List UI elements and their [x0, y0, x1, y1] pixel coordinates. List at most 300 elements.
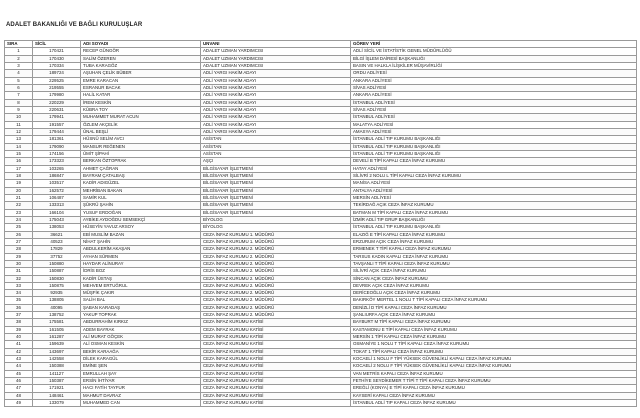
cell-sira: 34: [5, 290, 33, 297]
cell-adi-soyadi: ABDURRAHİM KIRKIZ: [81, 319, 201, 326]
cell-sicil: 181361: [33, 136, 81, 143]
cell-gorev-yeri: DERİCEOĞLU AÇIK CEZA İNFAZ KURUMU: [351, 290, 637, 297]
header-gorev-yeri: GÖREV YERİ: [351, 41, 637, 48]
table-row: [5, 121, 637, 128]
cell-gorev-yeri: MERSİN ADLİYESİ: [351, 194, 637, 201]
table-row: [5, 363, 637, 370]
cell-sicil: 106487: [33, 194, 81, 201]
cell-unvani: CEZA İNFAZ KURUMU KATİBİ: [201, 363, 351, 370]
cell-gorev-yeri: ANKARA ADLİYESİ: [351, 92, 637, 99]
cell-sicil: 40523: [33, 238, 81, 245]
cell-unvani: ADLİ YARGI HAKİM ADAYI: [201, 92, 351, 99]
cell-sicil: 150875: [33, 282, 81, 289]
table-row: [5, 238, 637, 245]
cell-sicil: 175043: [33, 216, 81, 223]
cell-gorev-yeri: MALATYA ADLİYESİ: [351, 121, 637, 128]
cell-gorev-yeri: BİLGİ İŞLEM DAİRESİ BAŞKANLIĞI: [351, 55, 637, 62]
cell-sicil: 150830: [33, 275, 81, 282]
table-row: [5, 290, 637, 297]
personnel-table: [4, 40, 637, 407]
cell-unvani: CEZA İNFAZ KURUMU KATİBİ: [201, 392, 351, 399]
cell-sira: 33: [5, 282, 33, 289]
cell-sira: 26: [5, 231, 33, 238]
cell-sira: 31: [5, 268, 33, 275]
cell-gorev-yeri: BAYBURT M TİPİ KAPALI CEZA İNFAZ KURUMU: [351, 319, 637, 326]
cell-sicil: 133313: [33, 202, 81, 209]
cell-gorev-yeri: ORDU ADLİYESİ: [351, 70, 637, 77]
cell-unvani: CEZA İNFAZ KURUMU 2. MÜDÜRÜ: [201, 282, 351, 289]
cell-gorev-yeri: SİLİVRİ 2 NOLU L TİPİ KAPALI CEZA İNFAZ KURUMU: [351, 172, 637, 179]
cell-adi-soyadi: ÜNAL BEŞLİ: [81, 128, 201, 135]
cell-adi-soyadi: BEKİR KARAAĞA: [81, 348, 201, 355]
cell-unvani: ASİSTAN: [201, 150, 351, 157]
table-header-row: [5, 41, 637, 48]
cell-adi-soyadi: AYBİKE AYDOĞDU SEMSEKÇİ: [81, 216, 201, 223]
cell-gorev-yeri: ERZURUM AÇIK CEZA İNFAZ KURUMU: [351, 238, 637, 245]
cell-sira: 25: [5, 224, 33, 231]
cell-sicil: 161287: [33, 334, 81, 341]
table-row: [5, 341, 637, 348]
cell-gorev-yeri: İSTANBUL ADLİ TIP KAPALI CEZA İNFAZ KURUMU: [351, 400, 637, 407]
cell-sira: 3: [5, 62, 33, 69]
cell-sicil: 171921: [33, 385, 81, 392]
cell-unvani: CEZA İNFAZ KURUMU 2. MÜDÜRÜ: [201, 260, 351, 267]
cell-sira: 28: [5, 246, 33, 253]
cell-gorev-yeri: İSTANBUL ADLİYESİ: [351, 114, 637, 121]
cell-sicil: 220631: [33, 106, 81, 113]
cell-sicil: 40095: [33, 304, 81, 311]
cell-gorev-yeri: AMASYA ADLİYESİ: [351, 128, 637, 135]
cell-sicil: 150880: [33, 260, 81, 267]
table-row: [5, 180, 637, 187]
cell-unvani: ADLİ YARGI HAKİM ADAYI: [201, 128, 351, 135]
cell-unvani: AŞÇI: [201, 158, 351, 165]
cell-sira: 32: [5, 275, 33, 282]
cell-unvani: ADLİ YARGI HAKİM ADAYI: [201, 114, 351, 121]
cell-gorev-yeri: TOKAT 1 TİPİ KAPALI CEZA İNFAZ KURUMU: [351, 348, 637, 355]
cell-unvani: BİLGİSAYAR İŞLETMENİ: [201, 172, 351, 179]
cell-adi-soyadi: MANSUR REĞENEN: [81, 143, 201, 150]
table-row: [5, 326, 637, 333]
cell-adi-soyadi: BAYRAM ÇATALBAŞ: [81, 172, 201, 179]
cell-sicil: 179444: [33, 128, 81, 135]
cell-gorev-yeri: DENİZLİ D TİPİ KAPALI CEZA İNFAZ KURUMU: [351, 304, 637, 311]
cell-adi-soyadi: MUHAMMET MURAT ACUN: [81, 114, 201, 121]
cell-gorev-yeri: FETHİYE SEYDİKEMER T TİPİ T TİPİ KAPALI CEZA İNFAZ KURUMU: [351, 378, 637, 385]
cell-sira: 45: [5, 370, 33, 377]
cell-adi-soyadi: HAYDAR ALİNURAY: [81, 260, 201, 267]
cell-adi-soyadi: NİHAT ŞAHİN: [81, 238, 201, 245]
cell-gorev-yeri: TAVŞANLI T TİPİ KAPALI CEZA İNFAZ KURUMU: [351, 260, 637, 267]
cell-unvani: ASİSTAN: [201, 136, 351, 143]
cell-sira: 46: [5, 378, 33, 385]
cell-sira: 4: [5, 70, 33, 77]
cell-adi-soyadi: YAKUP TOPRAK: [81, 312, 201, 319]
cell-sicil: 36621: [33, 231, 81, 238]
cell-adi-soyadi: HÜSNÜ SELİM AVCI: [81, 136, 201, 143]
cell-sicil: 166104: [33, 209, 81, 216]
table-row: [5, 400, 637, 407]
cell-gorev-yeri: SİVAS ADLİYESİ: [351, 84, 637, 91]
table-row: [5, 370, 637, 377]
table-row: [5, 348, 637, 355]
cell-sira: 18: [5, 172, 33, 179]
cell-adi-soyadi: ŞÜKRÜ ŞAHİN: [81, 202, 201, 209]
cell-sicil: 179941: [33, 114, 81, 121]
table-row: [5, 99, 637, 106]
table-row: [5, 84, 637, 91]
cell-sira: 6: [5, 84, 33, 91]
table-row: [5, 282, 637, 289]
cell-gorev-yeri: ANTALYA ADLİYESİ: [351, 187, 637, 194]
cell-adi-soyadi: EBİ MUSLİM BAZAN: [81, 231, 201, 238]
cell-unvani: ADALET UZMAN YARDIMCISI: [201, 55, 351, 62]
cell-gorev-yeri: ANKARA ADLİYESİ: [351, 77, 637, 84]
table-row: [5, 253, 637, 260]
table-row: [5, 356, 637, 363]
table-row: [5, 62, 637, 69]
cell-gorev-yeri: TEKİRDAĞ AÇIK CEZA İNFAZ KURUMU: [351, 202, 637, 209]
cell-unvani: ADLİ YARGI HAKİM ADAYI: [201, 99, 351, 106]
table-row: [5, 378, 637, 385]
cell-unvani: CEZA İNFAZ KURUMU KATİBİ: [201, 400, 351, 407]
cell-gorev-yeri: ELAZIĞ E TİPİ KAPALI CEZA İNFAZ KURUMU: [351, 231, 637, 238]
cell-adi-soyadi: ABDULKERİM AKAŞAN: [81, 246, 201, 253]
cell-gorev-yeri: İSTANBUL ADLİ TIP KURUMU BAŞKANLIĞI: [351, 136, 637, 143]
cell-sicil: 133079: [33, 400, 81, 407]
cell-gorev-yeri: SİVAS ADLİYESİ: [351, 106, 637, 113]
cell-unvani: BİLGİSAYAR İŞLETMENİ: [201, 180, 351, 187]
cell-sicil: 142558: [33, 356, 81, 363]
cell-unvani: BİLGİSAYAR İŞLETMENİ: [201, 165, 351, 172]
cell-sira: 43: [5, 356, 33, 363]
table-row: [5, 209, 637, 216]
table-body: [5, 48, 637, 407]
cell-sira: 8: [5, 99, 33, 106]
cell-adi-soyadi: EMRULLAH ŞAY: [81, 370, 201, 377]
cell-sira: 19: [5, 180, 33, 187]
cell-sicil: 174156: [33, 150, 81, 157]
table-row: [5, 106, 637, 113]
table-row: [5, 143, 637, 150]
cell-sira: 5: [5, 77, 33, 84]
cell-sicil: 150388: [33, 363, 81, 370]
cell-sicil: 179090: [33, 143, 81, 150]
table-row: [5, 268, 637, 275]
cell-sira: 42: [5, 348, 33, 355]
cell-gorev-yeri: KASTAMONU E TİPİ KAPALI CEZA İNFAZ KURUMU: [351, 326, 637, 333]
cell-sira: 47: [5, 385, 33, 392]
cell-sicil: 191557: [33, 121, 81, 128]
cell-sira: 2: [5, 55, 33, 62]
cell-sicil: 161505: [33, 326, 81, 333]
cell-adi-soyadi: ŞABAN KARADAŞ: [81, 304, 201, 311]
header-sira: SIRA: [5, 41, 33, 48]
cell-adi-soyadi: RECEP GÜNGÖR: [81, 48, 201, 55]
cell-sira: 1: [5, 48, 33, 55]
cell-unvani: CEZA İNFAZ KURUMU KATİBİ: [201, 326, 351, 333]
cell-sira: 30: [5, 260, 33, 267]
cell-sicil: 138053: [33, 224, 81, 231]
cell-sira: 23: [5, 209, 33, 216]
table-row: [5, 77, 637, 84]
table-row: [5, 275, 637, 282]
cell-gorev-yeri: MANİSA ADLİYESİ: [351, 180, 637, 187]
cell-sicil: 138752: [33, 312, 81, 319]
cell-adi-soyadi: ÖZLEM AKÇELİK: [81, 121, 201, 128]
header-unvani: UNVANI: [201, 41, 351, 48]
cell-adi-soyadi: AYHAN SÜRMEN: [81, 253, 201, 260]
cell-sicil: 159639: [33, 341, 81, 348]
cell-sicil: 162572: [33, 187, 81, 194]
cell-unvani: BİYOLOG: [201, 216, 351, 223]
cell-adi-soyadi: MEHRİBAN BAKAN: [81, 187, 201, 194]
cell-sicil: 170421: [33, 48, 81, 55]
cell-adi-soyadi: DİLEK KARAGÜL: [81, 356, 201, 363]
cell-gorev-yeri: KOCAELİ 1 NOLU F TİPİ YÜKSEK GÜVENLİKLİ KAPALI CEZA İNFAZ KURUMU: [351, 356, 637, 363]
cell-adi-soyadi: ADEM BAYRAK: [81, 326, 201, 333]
cell-sira: 36: [5, 304, 33, 311]
cell-adi-soyadi: MAHMUT DAVRAZ: [81, 392, 201, 399]
cell-unvani: ADLİ YARGI HAKİM ADAYI: [201, 121, 351, 128]
cell-sira: 7: [5, 92, 33, 99]
cell-gorev-yeri: MERSİN 1 TİPİ KAPALI CEZA İNFAZ KURUMU: [351, 334, 637, 341]
cell-adi-soyadi: KÜBRA TOY: [81, 106, 201, 113]
cell-sira: 48: [5, 392, 33, 399]
cell-adi-soyadi: AHMET ÇAĞRAN: [81, 165, 201, 172]
cell-sira: 16: [5, 158, 33, 165]
table-row: [5, 172, 637, 179]
cell-adi-soyadi: İREM KESKİN: [81, 99, 201, 106]
cell-unvani: CEZA İNFAZ KURUMU KATİBİ: [201, 385, 351, 392]
cell-sira: 12: [5, 128, 33, 135]
table-row: [5, 92, 637, 99]
cell-sicil: 219555: [33, 84, 81, 91]
cell-gorev-yeri: VAN METRİS KAPALI CEZA İNFAZ KURUMU: [351, 370, 637, 377]
cell-sicil: 103265: [33, 165, 81, 172]
table-row: [5, 150, 637, 157]
cell-sicil: 189724: [33, 70, 81, 77]
cell-sicil: 37752: [33, 253, 81, 260]
cell-unvani: ADLİ YARGI HAKİM ADAYI: [201, 84, 351, 91]
cell-adi-soyadi: TUBA KARAGÖZ: [81, 62, 201, 69]
cell-gorev-yeri: ADLİ SİCİL VE İSTATİSTİK GENEL MÜDÜRLÜĞÜ: [351, 48, 637, 55]
cell-unvani: CEZA İNFAZ KURUMU KATİBİ: [201, 378, 351, 385]
cell-adi-soyadi: SALİM ÖZEREN: [81, 55, 201, 62]
cell-adi-soyadi: MEHVEM ERTUĞRUL: [81, 282, 201, 289]
cell-unvani: CEZA İNFAZ KURUMU 2. MÜDÜRÜ: [201, 304, 351, 311]
table-row: [5, 334, 637, 341]
table-row: [5, 128, 637, 135]
cell-sira: 37: [5, 312, 33, 319]
cell-sira: 13: [5, 136, 33, 143]
table-row: [5, 216, 637, 223]
header-sicil: SİCİL: [33, 41, 81, 48]
cell-sira: 22: [5, 202, 33, 209]
cell-sicil: 17829: [33, 246, 81, 253]
table-row: [5, 158, 637, 165]
table-row: [5, 231, 637, 238]
table-row: [5, 165, 637, 172]
cell-sira: 38: [5, 319, 33, 326]
cell-sira: 10: [5, 114, 33, 121]
page-title: ADALET BAKANLIĞI VE BAĞLI KURULUŞLAR: [6, 22, 143, 28]
cell-gorev-yeri: SİLİVRİ AÇIK CEZA İNFAZ KURUMU: [351, 268, 637, 275]
cell-sicil: 148461: [33, 392, 81, 399]
table-row: [5, 187, 637, 194]
table-row: [5, 114, 637, 121]
cell-sira: 21: [5, 194, 33, 201]
cell-gorev-yeri: İSTANBUL ADLİ TIP KURUMU BAŞKANLIĞI: [351, 143, 637, 150]
cell-sicil: 175581: [33, 319, 81, 326]
cell-gorev-yeri: BATMAN M TİPİ KAPALI CEZA İNFAZ KURUMU: [351, 209, 637, 216]
cell-gorev-yeri: KAYSERİ KAPALI CEZA İNFAZ KURUMU: [351, 392, 637, 399]
cell-adi-soyadi: AŞUHAN ÇELİK BÜBER: [81, 70, 201, 77]
cell-unvani: ADALET UZMAN YARDIMCISI: [201, 62, 351, 69]
table-row: [5, 304, 637, 311]
cell-sira: 41: [5, 341, 33, 348]
cell-adi-soyadi: EMRE KARACAN: [81, 77, 201, 84]
cell-adi-soyadi: ÜMİT ŞİPAHİ: [81, 150, 201, 157]
cell-sicil: 150887: [33, 268, 81, 275]
cell-unvani: ADLİ YARGI HAKİM ADAYI: [201, 106, 351, 113]
cell-gorev-yeri: SİNCAN AÇIK CEZA İNFAZ KURUMU: [351, 275, 637, 282]
cell-gorev-yeri: BASIN VE HALKLA İLİŞKİLER MÜŞAVİRLİĞİ: [351, 62, 637, 69]
cell-sicil: 170334: [33, 62, 81, 69]
cell-adi-soyadi: MUHAMMED CAN: [81, 400, 201, 407]
cell-adi-soyadi: MÜŞFİK ÇAKIR: [81, 290, 201, 297]
cell-gorev-yeri: İSTANBUL ADLİYESİ: [351, 99, 637, 106]
cell-unvani: ADALET UZMAN YARDIMCISI: [201, 48, 351, 55]
cell-sira: 14: [5, 143, 33, 150]
table-row: [5, 194, 637, 201]
cell-sicil: 138805: [33, 297, 81, 304]
cell-gorev-yeri: KOCAELİ 2 NOLU F TİPİ YÜKSEK GÜVENLİKLİ KAPALI CEZA İNFAZ KURUMU: [351, 363, 637, 370]
cell-unvani: CEZA İNFAZ KURUMU 2. MÜDÜRÜ: [201, 246, 351, 253]
cell-sira: 49: [5, 400, 33, 407]
cell-unvani: CEZA İNFAZ KURUMU KATİBİ: [201, 334, 351, 341]
cell-unvani: BİLGİSAYAR İŞLETMENİ: [201, 209, 351, 216]
cell-gorev-yeri: DEVELİ B TİPİ KAPALI CEZA İNFAZ KURUMU: [351, 158, 637, 165]
cell-sira: 27: [5, 238, 33, 245]
table-row: [5, 202, 637, 209]
cell-gorev-yeri: DEVREK AÇIK CEZA İNFAZ KURUMU: [351, 282, 637, 289]
cell-gorev-yeri: İSTANBUL ADLİ TIP KURUMU BAŞKANLIĞI: [351, 150, 637, 157]
cell-sira: 29: [5, 253, 33, 260]
cell-unvani: CEZA İNFAZ KURUMU 1. MÜDÜRÜ: [201, 238, 351, 245]
cell-gorev-yeri: HATAY ADLİYESİ: [351, 165, 637, 172]
cell-gorev-yeri: BAKIRKÖY MERTEL 1 NOLU T TİPİ KAPALI CEZA İNFAZ KURUMU: [351, 297, 637, 304]
cell-unvani: CEZA İNFAZ KURUMU KATİBİ: [201, 319, 351, 326]
cell-sira: 20: [5, 187, 33, 194]
cell-gorev-yeri: ŞANLIURFA AÇIK CEZA İNFAZ KURUMU: [351, 312, 637, 319]
cell-gorev-yeri: TARSUS KADIN KAPALI CEZA İNFAZ KURUMU: [351, 253, 637, 260]
cell-unvani: ADLİ YARGI HAKİM ADAYI: [201, 77, 351, 84]
cell-unvani: BİLGİSAYAR İŞLETMENİ: [201, 194, 351, 201]
cell-adi-soyadi: KADİR ADIGÜZEL: [81, 180, 201, 187]
cell-sira: 11: [5, 121, 33, 128]
cell-sicil: 229525: [33, 77, 81, 84]
cell-gorev-yeri: OSMANİYE 1 NOLU T TİPİ KAPALI CEZA İNFAZ KURUMU: [351, 341, 637, 348]
cell-unvani: CEZA İNFAZ KURUMU 2. MÜDÜRÜ: [201, 312, 351, 319]
cell-sicil: 143697: [33, 348, 81, 355]
cell-adi-soyadi: SALİH BAL: [81, 297, 201, 304]
cell-sicil: 173323: [33, 158, 81, 165]
cell-sicil: 92935: [33, 290, 81, 297]
cell-unvani: CEZA İNFAZ KURUMU 1. MÜDÜRÜ: [201, 231, 351, 238]
cell-unvani: CEZA İNFAZ KURUMU 2. MÜDÜRÜ: [201, 253, 351, 260]
cell-adi-soyadi: HÜSEYİN YAVUZ ARSOY: [81, 224, 201, 231]
table-row: [5, 224, 637, 231]
cell-adi-soyadi: HACI FATİH TAYFUR: [81, 385, 201, 392]
cell-adi-soyadi: HALİL KATAR: [81, 92, 201, 99]
cell-unvani: CEZA İNFAZ KURUMU KATİBİ: [201, 356, 351, 363]
cell-adi-soyadi: ALİ MURAT GÖÇEK: [81, 334, 201, 341]
header-adi-soyadi: ADI SOYADI: [81, 41, 201, 48]
cell-sira: 15: [5, 150, 33, 157]
cell-unvani: CEZA İNFAZ KURUMU 2. MÜDÜRÜ: [201, 275, 351, 282]
cell-unvani: CEZA İNFAZ KURUMU KATİBİ: [201, 370, 351, 377]
cell-unvani: CEZA İNFAZ KURUMU 2. MÜDÜRÜ: [201, 290, 351, 297]
cell-sira: 40: [5, 334, 33, 341]
table-row: [5, 136, 637, 143]
cell-sicil: 179980: [33, 92, 81, 99]
cell-sicil: 170430: [33, 55, 81, 62]
cell-unvani: BİLGİSAYAR İŞLETMENİ: [201, 187, 351, 194]
cell-adi-soyadi: ESRANUR BACAK: [81, 84, 201, 91]
table-row: [5, 297, 637, 304]
cell-gorev-yeri: ERMENEK T TİPİ KAPALI CEZA İNFAZ KURUMU: [351, 246, 637, 253]
cell-sira: 24: [5, 216, 33, 223]
cell-unvani: ADLİ YARGI HAKİM ADAYI: [201, 70, 351, 77]
table-row: [5, 260, 637, 267]
cell-adi-soyadi: EMİNE ŞEN: [81, 363, 201, 370]
cell-sira: 44: [5, 363, 33, 370]
cell-sicil: 186847: [33, 172, 81, 179]
cell-adi-soyadi: BERKAN ÖZTOPRAK: [81, 158, 201, 165]
cell-adi-soyadi: ALİ OSMAN KESKİN: [81, 341, 201, 348]
table-row: [5, 48, 637, 55]
cell-unvani: CEZA İNFAZ KURUMU KATİBİ: [201, 348, 351, 355]
table-row: [5, 70, 637, 77]
table-row: [5, 312, 637, 319]
cell-adi-soyadi: YUSUF ERDOĞAN: [81, 209, 201, 216]
cell-sicil: 103517: [33, 180, 81, 187]
cell-sira: 39: [5, 326, 33, 333]
cell-adi-soyadi: ERSİN İHTİYAR: [81, 378, 201, 385]
table-row: [5, 385, 637, 392]
table-row: [5, 246, 637, 253]
table-row: [5, 392, 637, 399]
cell-unvani: CEZA İNFAZ KURUMU 2. MÜDÜRÜ: [201, 268, 351, 275]
table-row: [5, 55, 637, 62]
cell-sira: 9: [5, 106, 33, 113]
cell-sicil: 220229: [33, 99, 81, 106]
cell-gorev-yeri: İZMİR ADLİ TIP GRUP BAŞKANLIĞI: [351, 216, 637, 223]
cell-unvani: CEZA İNFAZ KURUMU 2. MÜDÜRÜ: [201, 297, 351, 304]
cell-adi-soyadi: SAMİR KUL: [81, 194, 201, 201]
cell-gorev-yeri: İSTANBUL ADLİ TIP KURUMU BAŞKANLIĞI: [351, 224, 637, 231]
cell-unvani: CEZA İNFAZ KURUMU KATİBİ: [201, 341, 351, 348]
cell-sicil: 150387: [33, 378, 81, 385]
cell-sicil: 141127: [33, 370, 81, 377]
cell-gorev-yeri: EREĞLİ (KONYA) E TİPİ KAPALI CEZA İNFAZ KURUMU: [351, 385, 637, 392]
cell-sira: 17: [5, 165, 33, 172]
cell-adi-soyadi: İDRİS BOZ: [81, 268, 201, 275]
cell-unvani: ASİSTAN: [201, 143, 351, 150]
cell-adi-soyadi: KADİR ÜSTAŞ: [81, 275, 201, 282]
cell-sira: 35: [5, 297, 33, 304]
